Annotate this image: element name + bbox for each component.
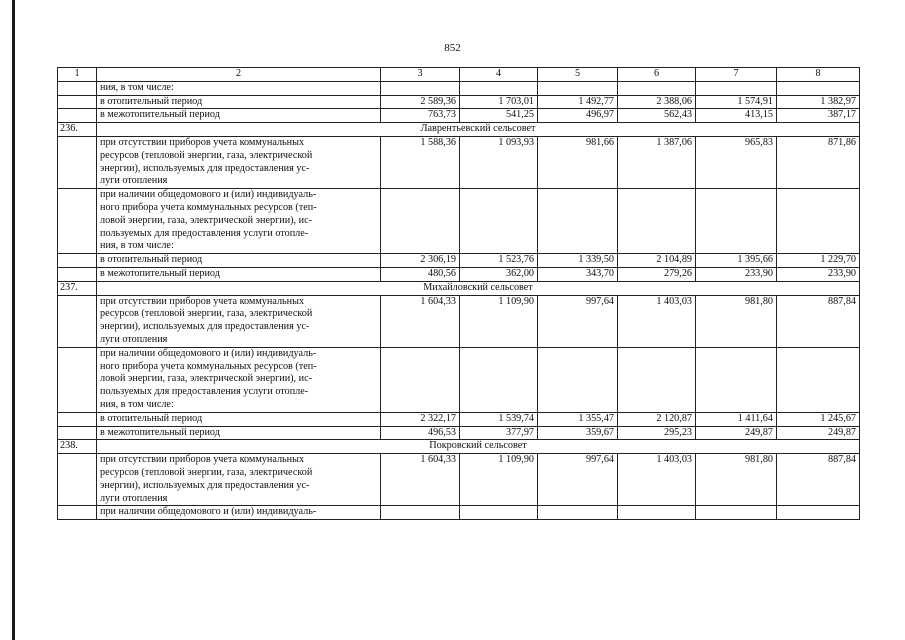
region-row (58, 123, 860, 137)
value-cell: 1 539,74 (460, 412, 538, 426)
description-line: энергии), используемых для предоставления ус- (100, 162, 310, 174)
value-cell: 413,15 (696, 109, 777, 123)
value-cell: 981,80 (696, 295, 777, 347)
value-cell: 343,70 (538, 267, 618, 281)
value-cell: 1 109,90 (460, 454, 538, 506)
description-cell (97, 109, 381, 123)
description-line: луги отопления (100, 333, 168, 345)
region-name: Михайловский сельсовет (97, 281, 860, 295)
description-line: ловой энергии, газа, электрической энергии), ис- (100, 373, 313, 385)
row-number-cell (58, 506, 97, 520)
value-cell: 496,97 (538, 109, 618, 123)
description-line: при отсутствии приборов учета коммунальных (100, 295, 305, 307)
description-line: при наличии общедомового и (или) индивидуаль- (100, 506, 317, 518)
value-cell (618, 347, 696, 412)
description-line: пользуемых для предоставления услуги отопле- (100, 386, 309, 398)
description-cell (97, 189, 381, 254)
description-cell (97, 506, 381, 520)
row-number-cell (58, 454, 97, 506)
description-cell (97, 347, 381, 412)
description-line: ного прибора учета коммунальных ресурсов (теп- (100, 201, 317, 213)
description-line: в межотопительный период (100, 267, 220, 279)
page-number: 852 (444, 42, 461, 54)
scan-margin-line (12, 0, 15, 640)
description-line: в отопительный период (100, 254, 203, 266)
column-number-header (58, 68, 860, 82)
value-cell (777, 81, 860, 95)
description-cell (97, 267, 381, 281)
row-number-cell (58, 347, 97, 412)
value-cell: 1 229,70 (777, 254, 860, 268)
value-cell: 997,64 (538, 454, 618, 506)
value-cell: 1 492,77 (538, 95, 618, 109)
col-header-5: 5 (538, 68, 618, 82)
description-line: при наличии общедомового и (или) индивидуаль- (100, 347, 317, 359)
value-cell (381, 347, 460, 412)
table-row (58, 506, 860, 520)
value-cell: 1 093,93 (460, 136, 538, 188)
value-cell: 362,00 (460, 267, 538, 281)
value-cell (696, 189, 777, 254)
col-header-7: 7 (696, 68, 777, 82)
region-name: Лаврентьевский сельсовет (97, 123, 860, 137)
value-cell (538, 347, 618, 412)
value-cell: 981,66 (538, 136, 618, 188)
value-cell: 1 703,01 (460, 95, 538, 109)
col-header-8: 8 (777, 68, 860, 82)
description-line: в отопительный период (100, 412, 203, 424)
value-cell: 562,43 (618, 109, 696, 123)
description-line: ловой энергии, газа, электрической энергии), ис- (100, 214, 313, 226)
row-number-cell (58, 426, 97, 440)
value-cell: 2 322,17 (381, 412, 460, 426)
value-cell: 359,67 (538, 426, 618, 440)
description-line: при отсутствии приборов учета коммунальных (100, 136, 305, 148)
value-cell: 1 403,03 (618, 295, 696, 347)
row-number-cell (58, 295, 97, 347)
value-cell: 1 109,90 (460, 295, 538, 347)
value-cell: 1 382,97 (777, 95, 860, 109)
value-cell (460, 81, 538, 95)
col-header-3: 3 (381, 68, 460, 82)
value-cell: 480,56 (381, 267, 460, 281)
value-cell (618, 506, 696, 520)
row-number-cell (58, 136, 97, 188)
value-cell: 1 387,06 (618, 136, 696, 188)
value-cell: 249,87 (777, 426, 860, 440)
table-row (58, 95, 860, 109)
description-line: ресурсов (тепловой энергии, газа, электрической (100, 466, 313, 478)
region-number: 238. (58, 440, 97, 454)
value-cell (618, 81, 696, 95)
value-cell: 1 411,64 (696, 412, 777, 426)
col-header-2: 2 (97, 68, 381, 82)
region-number: 236. (58, 123, 97, 137)
table-row (58, 412, 860, 426)
description-line: при наличии общедомового и (или) индивидуаль- (100, 189, 317, 201)
value-cell (460, 347, 538, 412)
value-cell: 965,83 (696, 136, 777, 188)
value-cell: 2 104,89 (618, 254, 696, 268)
value-cell (777, 347, 860, 412)
value-cell: 997,64 (538, 295, 618, 347)
value-cell: 233,90 (696, 267, 777, 281)
row-number-cell (58, 412, 97, 426)
value-cell (696, 506, 777, 520)
region-row (58, 281, 860, 295)
value-cell: 496,53 (381, 426, 460, 440)
value-cell (696, 81, 777, 95)
description-cell (97, 81, 381, 95)
value-cell: 887,84 (777, 295, 860, 347)
value-cell: 249,87 (696, 426, 777, 440)
row-number-cell (58, 95, 97, 109)
description-cell (97, 254, 381, 268)
table-row (58, 254, 860, 268)
value-cell: 1 245,67 (777, 412, 860, 426)
description-line: в межотопительный период (100, 109, 220, 121)
table-row (58, 189, 860, 254)
value-cell (777, 506, 860, 520)
description-line: пользуемых для предоставления услуги отопле- (100, 227, 309, 239)
value-cell: 233,90 (777, 267, 860, 281)
value-cell: 1 604,33 (381, 454, 460, 506)
description-line: луги отопления (100, 492, 168, 504)
description-line: луги отопления (100, 175, 168, 187)
description-line: при отсутствии приборов учета коммунальных (100, 454, 305, 466)
value-cell: 1 574,91 (696, 95, 777, 109)
value-cell: 1 604,33 (381, 295, 460, 347)
description-cell (97, 95, 381, 109)
value-cell: 1 395,66 (696, 254, 777, 268)
value-cell: 1 588,36 (381, 136, 460, 188)
col-header-1: 1 (58, 68, 97, 82)
value-cell (777, 189, 860, 254)
value-cell: 1 355,47 (538, 412, 618, 426)
value-cell: 763,73 (381, 109, 460, 123)
region-number: 237. (58, 281, 97, 295)
description-cell (97, 295, 381, 347)
col-header-6: 6 (618, 68, 696, 82)
value-cell: 2 589,36 (381, 95, 460, 109)
value-cell (538, 506, 618, 520)
description-line: в отопительный период (100, 95, 203, 107)
description-line: ния, в том числе: (100, 398, 174, 410)
description-cell (97, 412, 381, 426)
table-row (58, 454, 860, 506)
region-name: Покровский сельсовет (97, 440, 860, 454)
value-cell (381, 506, 460, 520)
value-cell: 1 403,03 (618, 454, 696, 506)
value-cell (618, 189, 696, 254)
table-row (58, 136, 860, 188)
value-cell: 981,80 (696, 454, 777, 506)
row-number-cell (58, 189, 97, 254)
value-cell: 871,86 (777, 136, 860, 188)
description-line: энергии), используемых для предоставления ус- (100, 479, 310, 491)
description-cell (97, 426, 381, 440)
value-cell: 1 339,50 (538, 254, 618, 268)
region-row (58, 440, 860, 454)
table-row (58, 81, 860, 95)
value-cell (460, 506, 538, 520)
table-row (58, 347, 860, 412)
row-number-cell (58, 254, 97, 268)
value-cell: 887,84 (777, 454, 860, 506)
tariff-table (57, 67, 860, 520)
description-cell (97, 454, 381, 506)
description-cell (97, 136, 381, 188)
value-cell (538, 189, 618, 254)
value-cell (381, 189, 460, 254)
value-cell: 387,17 (777, 109, 860, 123)
value-cell: 279,26 (618, 267, 696, 281)
description-line: ния, в том числе: (100, 81, 174, 93)
value-cell: 377,97 (460, 426, 538, 440)
value-cell: 295,23 (618, 426, 696, 440)
value-cell: 2 120,87 (618, 412, 696, 426)
description-line: ния, в том числе: (100, 240, 174, 252)
value-cell (460, 189, 538, 254)
table-row (58, 267, 860, 281)
value-cell (696, 347, 777, 412)
row-number-cell (58, 81, 97, 95)
description-line: энергии), используемых для предоставления ус- (100, 321, 310, 333)
value-cell: 1 523,76 (460, 254, 538, 268)
description-line: в межотопительный период (100, 426, 220, 438)
row-number-cell (58, 109, 97, 123)
description-line: ресурсов (тепловой энергии, газа, электрической (100, 149, 313, 161)
table-row (58, 295, 860, 347)
value-cell: 541,25 (460, 109, 538, 123)
value-cell (538, 81, 618, 95)
value-cell (381, 81, 460, 95)
description-line: ного прибора учета коммунальных ресурсов (теп- (100, 360, 317, 372)
row-number-cell (58, 267, 97, 281)
value-cell: 2 388,06 (618, 95, 696, 109)
table-row (58, 426, 860, 440)
table-row (58, 109, 860, 123)
value-cell: 2 306,19 (381, 254, 460, 268)
col-header-4: 4 (460, 68, 538, 82)
description-line: ресурсов (тепловой энергии, газа, электрической (100, 308, 313, 320)
